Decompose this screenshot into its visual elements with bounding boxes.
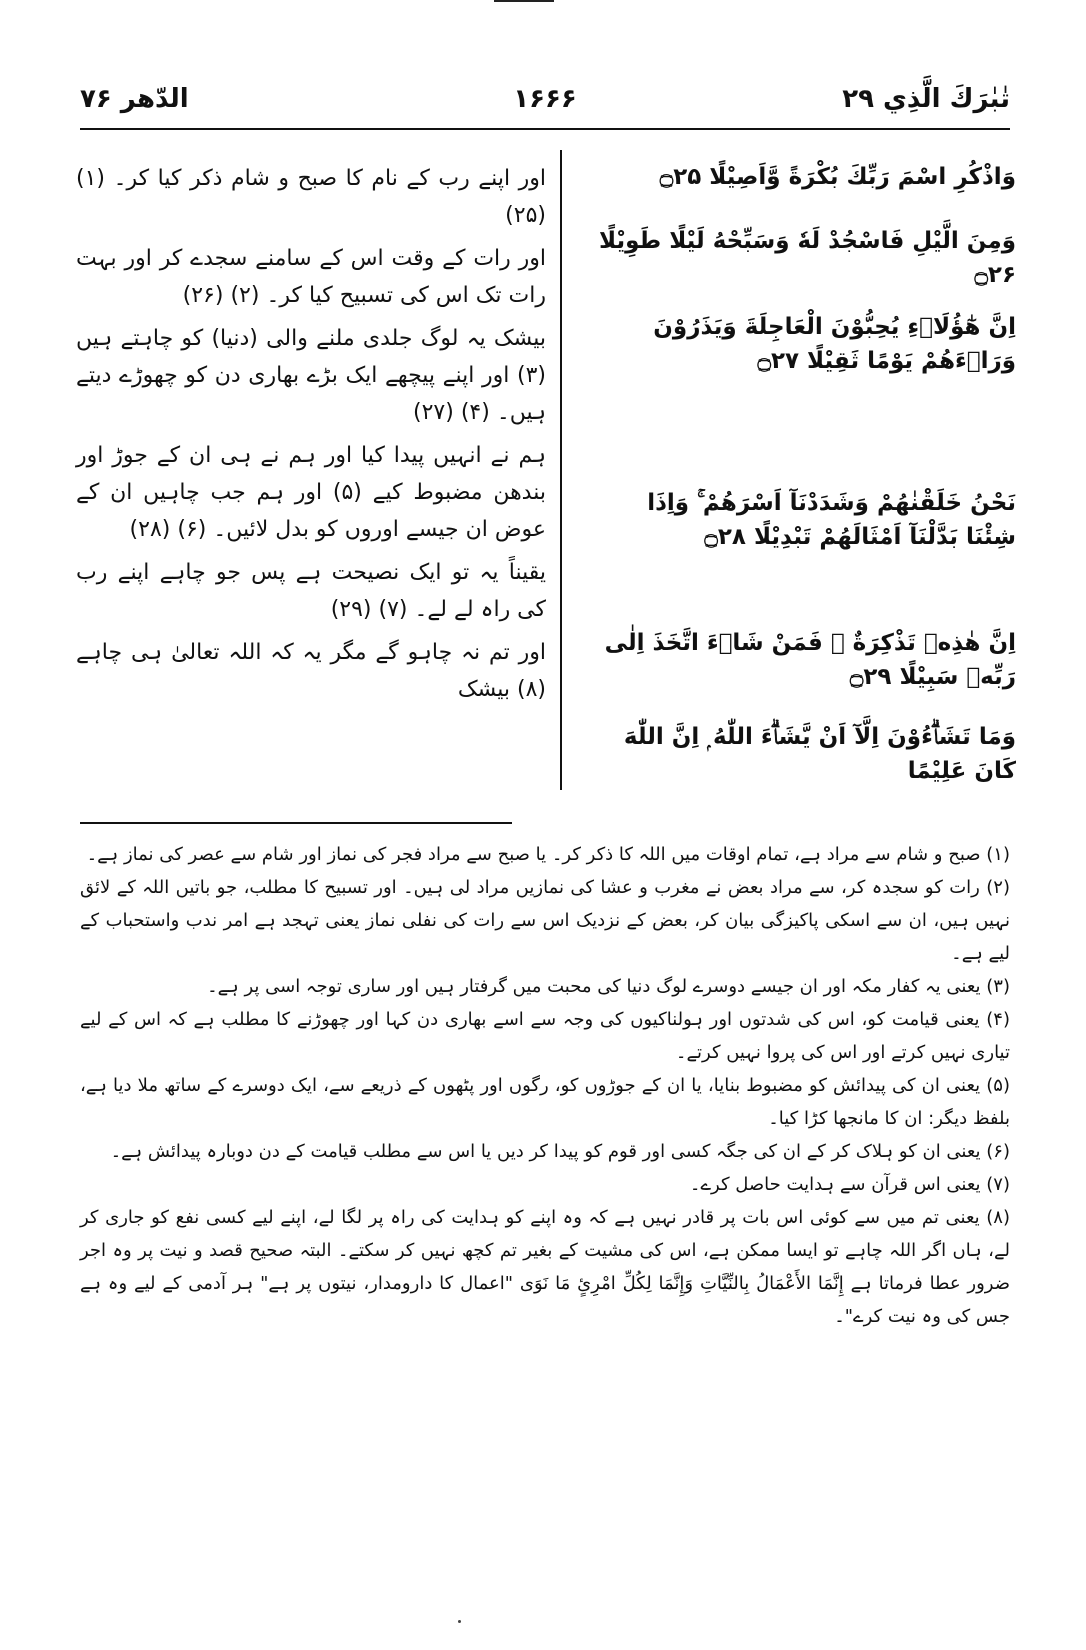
arabic-text-column — [596, 160, 1016, 800]
translation-25: اور اپنے رب کے نام کا صبح و شام ذکر کیا کر۔ (۱) (۲۵) — [76, 166, 546, 228]
footnote-3: (۳) یعنی یہ کفار مکہ اور ان جیسے دوسرے لوگ دنیا کی محبت میں گرفتار ہیں اور ساری توجہ اسی پر ہے۔ — [207, 976, 1010, 997]
ayah-30: وَمَا تَشَاۗءُوْنَ اِلَّآ اَنْ يَّشَاۗءَ اللّٰهُ ۭ اِنَّ اللّٰهَ كَانَ عَلِيْمًا — [623, 724, 1016, 784]
para-name: تٰبٰرَكَ الَّذِي ۲۹ — [842, 84, 1010, 114]
footnote-8: (۸) یعنی تم میں سے کوئی اس بات پر قادر نہیں ہے کہ وہ اپنے کو ہدایت کی راہ پر لگا لے، اپنے لیے کسی نفع کو جاری کر لے، ہاں اگر اللہ چاہے تو ایسا ممکن ہے، اس کی مشیت کے بغیر تم کچھ نہیں کر سکتے۔ البتہ صحیح قصد و نیت پر وہ اجر ضرور عطا فرماتا ہے إِنَّمَا الأَعْمَالُ بِالنِّيَّاتِ وَإِنَّمَا لِكُلِّ امْرِئٍ مَا نَوَى "اعمال کا دارومدار، نیتوں پر ہے" ہر آدمی کے لیے وہ ہے جس کی وہ نیت کرے"۔ — [80, 1207, 1010, 1327]
translation-30: اور تم نہ چاہو گے مگر یہ کہ اللہ تعالیٰ ہی چاہے (۸) بیشک — [76, 640, 546, 702]
column-divider — [560, 150, 562, 790]
footnote-5: (۵) یعنی ان کی پیدائش کو مضبوط بنایا، یا ان کے جوڑوں کو، رگوں اور پٹھوں کے ذریعے سے، ایک دوسرے کے ساتھ ملا دیا ہے، بلفظ دیگر: ان کا مانجھا کڑا کیا۔ — [80, 1075, 1010, 1129]
footnote-2: (۲) رات کو سجدہ کر، سے مراد بعض نے مغرب و عشا کی نمازیں مراد لی ہیں۔ اور تسبیح کا مطلب، جو باتیں اللہ کے لائق نہیں ہیں، ان سے اسکی پاکیزگی بیان کر، بعض کے نزدیک اس سے رات کی نفلی نماز یعنی تہجد ہے امر ندب واستحباب کے لیے ہے۔ — [80, 877, 1010, 964]
translation-28: ہم نے انہیں پیدا کیا اور ہم نے ہی ان کے جوڑ اور بندھن مضبوط کیے (۵) اور ہم جب چاہیں ان کے عوض ان جیسے اوروں کو بدل لائیں۔ (۶) (۲۸) — [76, 443, 546, 542]
scan-dot — [458, 1620, 461, 1623]
ayah-25: وَاذْكُرِ اسْمَ رَبِّكَ بُكْرَةً وَّاَصِيْلًا ۝۲۵ — [659, 164, 1016, 190]
translation-26: اور رات کے وقت اس کے سامنے سجدے کر اور بہت رات تک اس کی تسبیح کیا کر۔ (۲) (۲۶) — [76, 246, 546, 308]
page-number: ۱۶۶۶ — [513, 84, 577, 114]
ayah-26: وَمِنَ الَّيْلِ فَاسْجُدْ لَهٗ وَسَبِّحْهُ لَيْلًا طَوِيْلًا ۝۲۶ — [599, 228, 1016, 288]
ayah-27: اِنَّ هٰٓؤُلَاۗءِ يُحِبُّوْنَ الْعَاجِلَةَ وَيَذَرُوْنَ وَرَاۗءَهُمْ يَوْمًا ثَقِيْلًا ۝۲۷ — [653, 314, 1016, 374]
footnote-4: (۴) یعنی قیامت کو، اس کی شدتوں اور ہولناکیوں کی وجہ سے اسے بھاری دن کہا اور چھوڑنے کا مطلب ہے کہ اس کے لیے تیاری نہیں کرتے اور اس کی پروا نہیں کرتے۔ — [80, 1009, 1010, 1063]
top-rule — [494, 0, 554, 2]
page-header — [80, 80, 1010, 130]
footnote-7: (۷) یعنی اس قرآن سے ہدایت حاصل کرے۔ — [689, 1174, 1010, 1195]
translation-27: بیشک یہ لوگ جلدی ملنے والی (دنیا) کو چاہتے ہیں (۳) اور اپنے پیچھے ایک بڑے بھاری دن کو چھوڑے دیتے ہیں۔ (۴) (۲۷) — [76, 326, 546, 425]
footnotes — [80, 838, 1010, 1333]
ayah-28: نَحْنُ خَلَقْنٰهُمْ وَشَدَدْنَآ اَسْرَهُمْ ۚ وَاِذَا شِئْنَا بَدَّلْنَآ اَمْثَالَهُمْ تَبْدِيْلًا ۝۲۸ — [647, 490, 1016, 550]
footnote-6: (۶) یعنی ان کو ہلاک کر کے ان کی جگہ کسی اور قوم کو پیدا کر دیں یا اس سے مطلب قیامت کے دن دوبارہ پیدائش ہے۔ — [110, 1141, 1010, 1162]
footnote-1: (۱) صبح و شام سے مراد ہے، تمام اوقات میں اللہ کا ذکر کر۔ یا صبح سے مراد فجر کی نماز اور شام سے عصر کی نماز ہے۔ — [86, 844, 1010, 865]
surah-name: الدّھر ۷۶ — [80, 84, 189, 114]
urdu-translation-column — [76, 160, 546, 714]
ayah-29: اِنَّ هٰذِهٖ تَذْكِرَةٌ ۚ فَمَنْ شَاۗءَ اتَّخَذَ اِلٰى رَبِّهٖ سَبِيْلًا ۝۲۹ — [604, 630, 1016, 690]
footnote-rule — [80, 822, 512, 824]
translation-29: یقیناً یہ تو ایک نصیحت ہے پس جو چاہے اپنے رب کی راہ لے لے۔ (۷) (۲۹) — [76, 560, 546, 622]
